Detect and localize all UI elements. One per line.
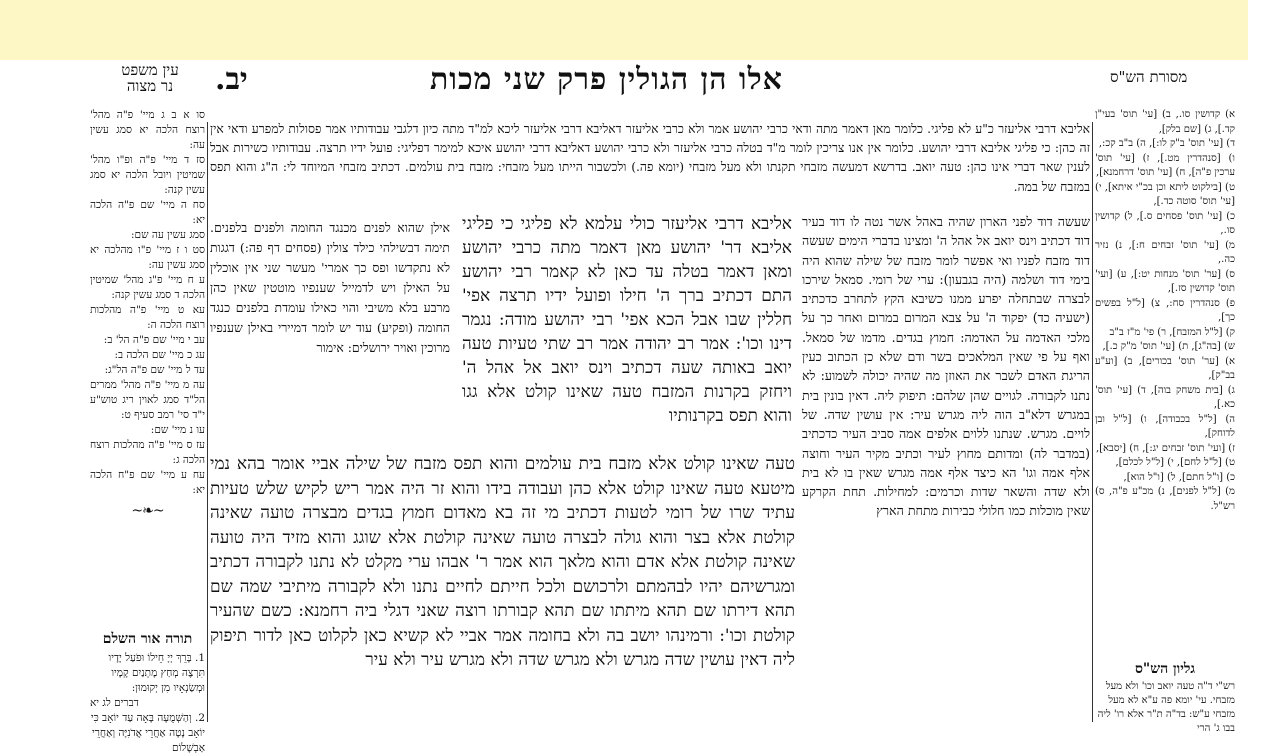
ein-line: עח ע מיי' שם פ"ח הלכה יא:: [90, 469, 205, 496]
torah-or-line: 2. וְהַשְּׁמֻעָה בָּאָה עַד יוֹאָב כִּי יוֹאָב נָטָה אַחֲרֵי אֲדֹנִיָּה וְאַחֲרֵי אַבְשָׁלוֹם: [90, 712, 205, 754]
ein-mishpat-heading: עין משפט נר מצוה: [121, 61, 179, 95]
ein-line: עג כ מיי' שם הלכה ב:: [114, 349, 205, 361]
column-divider: [1092, 122, 1093, 722]
mesorah-line: ט) [ל"ל לחם], י) [ל"ל לכלם],: [1115, 457, 1235, 468]
top-banner: [0, 0, 1248, 60]
gemara-lower-block: טעה שאינו קולט אלא מזבח בית עולמים והוא תפס מזבח של שילה אביי אומר בהא נמי מיטעא טעה שאינו קולט אלא כהן ועבודה בידו והוא זר היה אמר ריש לקיש שלש טעיות עתיד שרו של רומי לטעות דכתיב מי זה בא מאדום חמוץ בגדים מבצרה טועה שאינה קולטת אלא בצר והוא גולה לבצרה טועה שאינה קולטת אלא שוגג והוא מזיד היה טועה שאינה קולטת אלא אדם והוא מלאך הוא אמר ר' אבהו ערי מקלט לא נתנו לקבורה דכתיב ומגרשיהם יהיו לבהמתם ולרכושם ולכל חייתם לחיים נתנו ולא לקבורה מיתיבי שמה שם תהא דירתו שם תהא מיתתו שם תהא קבורתו רוצה שאני דגלי ביה רחמנא: כשם שהעיר קולטת וכו': ורמינהו יושב בה ולא בחומה אמר אביי לא קשיא כאן לקלוט כאן לדור תיפוק ליה דאין עושין שדה מגרש ולא מגרש שדה ולא מגרש עיר ולא עיר: [210, 454, 795, 670]
mesorah-line: ז) [ועי' תוס' זבחים יג:], ח) [יסבא],: [1095, 442, 1235, 454]
ein-line: סט ו ז מיי' פ"ו מהלכה יא סמג עשין עה:: [90, 244, 205, 271]
ein-line: עב י מיי' שם פ"ה הל' ב:: [103, 334, 205, 346]
mesorah-heading: מסורת הש"ס: [1110, 68, 1188, 86]
gemara-upper-text: אליבא דרבי אליעזר כולי עלמא לא פליגי כי פליגי אליבא דר' יהושע מאן דאמר מתה כרבי יהושע ומאן דאמר בטלה עד כאן לא קאמר רבי יהושע התם דכתיב ברך ה' חילו ופועל ידיו תרצה אפי' חללין שבו אבל הכא אפי' רבי יהושע מודה: נגמר דינו וכו': אמר רב יהודה אמר רב שתי טעיות טעה יואב באותה שעה דכתיב וינס יואב אל אהל ה' ויחזק בקרנות המזבח טעה שאינו קולט אלא גגו והוא תפס בקרנותיו: [462, 214, 792, 426]
torah-or-line: 1. בָּרֵךְ יְיָ חֵילוֹ וּפֹעַל יָדָיו תִּרְצֶה מְחַץ מָתְנַיִם קָמָיו וּמְשַׂנְאָיו מִן יְקוּמוּן:: [108, 652, 205, 694]
ein-line: סז ד מיי' פ"ה ופ"ו מהל' שמיטין ויובל הלכה יא סמג עשין קנה:: [90, 154, 205, 196]
mesorah-line: א) [ער' תוס' בכורים], ב) [וע"ע בב"ק],: [1095, 355, 1235, 381]
page-header: [0, 62, 1248, 104]
talmud-page: [0, 60, 1248, 754]
mesorah-line: א) קדושין סו., ב) [עי' תוס' בעי"ן קד.], ג) [שם בלק],: [1095, 109, 1235, 135]
ein-line: סח ה מיי' שם פ"ה הלכה יא:: [90, 199, 205, 226]
ein-line: עו נ מיי' שם:: [150, 424, 205, 436]
mesorah-line: ק) [ל"ל המזבח], ר) פי' מ"ז ב"ב: [1109, 326, 1235, 338]
gilyon-hashas: [1095, 658, 1235, 734]
mesorah-line: ד) [עי' תוס' ב"ק לו:], ה) ב"ב קכ:,: [1098, 138, 1235, 149]
column-divider: [207, 122, 208, 722]
mesorah-line: ט) [בילקוט ליתא וכן בכ"י איתא], י) [עי' תוס' סוטה כד.],: [1095, 181, 1235, 207]
mesorah-column: [1095, 108, 1235, 608]
page-title: אלו הן הגולין פרק שני מכות: [430, 62, 783, 97]
rashi-block: אילן שהוא לפנים מכנגד החומה ולפנים בלפנים. תימה דבשילהי כילד צולין (פסחים דף פה:) דגגות לא נתקדשו ופס כך אמרי' מעשר שני אין אוכלין על האילן ויש לדמייל שענפיו מוטטין שאין כהן מרבע בלא משיבי והוי כאילו עומדת בלפנים כנגד החומה (ופקיע) עוד יש לומר דמיירי באילן שענפיו מרוכין ואויר ירושלים: אימור: [210, 220, 450, 355]
daf-number: יב.: [215, 62, 248, 97]
mesorah-line: כ) [עי' תוס' פסחים ס.], ל) קדושין סו.,: [1095, 210, 1235, 236]
ein-line: סמג עשין עה שם:: [131, 229, 205, 241]
ein-line: עה מ מיי' פ"ה מהל' ממרים הל"ד סמג לאוין ריג טוש"ע י"ד סי' רמב סעיף ט:: [90, 379, 205, 421]
torah-or-title: תורה אור השלם: [102, 631, 193, 647]
mesorah-line: פ) סנהדרין סח:, צ) [ל"ל בפשים כך],: [1095, 297, 1235, 323]
ein-line: ע ח מיי' פ"ג מהל' שמיטין הלכה ד סמג עשין קנה:: [90, 274, 205, 301]
ein-mishpat-column: [90, 108, 205, 628]
ornament-divider: ~❧~: [131, 503, 164, 519]
mesorah-line: ש) [בה"ג], ת) [עי' תוס' מ"ק כ.],: [1102, 341, 1235, 352]
gilyon-title: גליון הש"ס: [1134, 661, 1196, 677]
ein-line: עד ל מיי' שם פ"ה הל"ג:: [104, 364, 205, 376]
mesorah-line: ה) [ל"ל בכבודה], ו) [ל"ל ובן לדוחק],: [1095, 413, 1235, 439]
mesorah-line: ס) [ער' תוס' מנחות יט:], ע) [ועי' תוס' קדושין סז.],: [1095, 268, 1235, 294]
ein-line: סו א ב ג מיי' פ"ה מהל' רוצח הלכה יא סמג עשין עה:: [90, 109, 205, 151]
gilyon-text: רש"י ד"ה טעה יואב וכו' ולא מעל מזבחי. עי' יומא פה ע"א לא מעל מזבחי ע"ש: בד"ה ת"ר אלא רו' ליה בבו ג' הרי: [1097, 681, 1235, 734]
mesorah-line: מ) [עי' תוס' זבחים ח:], נ) נזיר כה.,: [1095, 239, 1235, 265]
gemara-upper-block: [462, 212, 792, 452]
ein-line: עז ס מיי' פ"ה מהלכות רוצח הלכה ג:: [90, 439, 205, 466]
ein-line: עא ט מיי' פ"ה מהלכות רוצח הלכה ה:: [90, 304, 205, 331]
mesorah-line: מ) [ל"ל לפנים], נ) מכ"ע פ"ה, ס) רש"ל.: [1095, 486, 1235, 512]
torah-or-box: [90, 628, 205, 754]
tosafot-top-block: אליבא דרבי אליעזר כ"ע לא פליגי. כלומר מאן דאמר מתה ודאי כרבי יהושע אמר ולא כרבי אליעזר דאליבא דרבי אליעזר ליכא למ"ד מתה כיון דלגבי עבודותיו אמר פסולות למפרע ודאי אין זה כהן: כי פליגי אליבא דרבי יהושע. כלומר אין אנו צריכין לומר מ"ד בטלה כרבי אליעזר ולא כרבי יהושע דאליבא דרבי יהושע איכא למימר דפליגי: פועל ידיו תרצה. עבודותיו כשירות אבל לענין שאר דברי אינו כהן: טעה יואב. בדרשא דמעשה מזבחי תקנתו ולא מעל מזבחי (יומא פה.) ולכשבור הייתו מעל מזבחי: מזבח בית עולמים. דכתיב מזבחי המיוחד לי: ה"ג והוא תפס במזבח של במה.: [210, 122, 1090, 194]
mesorah-line: ג) [בית משחק בוה], ד) [עי' תוס' כא.],: [1095, 384, 1235, 410]
mesorah-line: כ) [ו"ל חתם], ל) [ו"ל הוא],: [1123, 471, 1235, 483]
mesorah-line: ו) [סנהדרין מט.], ז) [עי' תוס' ערכין פ"ה], ח) [עי' תוס' דרחמנא],: [1095, 152, 1235, 178]
torah-or-line: דברים לג יא: [90, 697, 139, 709]
tosafot-column: שעשה דוד לפני הארון שהיה באהל אשר נטה לו דוד בעיר דוד דכתיב וינס יואב אל אהל ה' ומצינו בדברי הימים שעשה דוד מזבח לפניו ואי אפשר לומר מזבח של שילה שהוא היה בימי דוד ושלמה (היה בגבעון): ערי של רומי. סמאל שירכו לבצרה שבתחלה יפרע ממנו כשיבא הקץ לתחרב כדכתיב (ישעיה כד) יפקוד ה' על צבא המרום במרום ואחר כך על מלכי האדמה על האדמה: חמוץ בגדים. מדמו של סמאל. ואף על פי שאין המלאכים בשר ודם שלא כן הכתוב כעין הריגת האדם לשבר את האוזן מה שהיה יכולה לשמוע: לא נתנו לקבורה. לגויים שהן שלהם: תיפוק ליה. דאין בונין בית במגרש דלא"ב הוה ליה מגרש עיר: אין עושין שדה. של לויים. מגרש. שנתנו ללוים אלפים אמה סביב העיר כדכתיב (במדבר לה) ומדותם מחוץ לעיר וכתיב מקיר העיר וחוצה אלף אמה וגו' הא כיצד אלף אמה מגרש שאין בו לא בית ולא שדה והשאר שדות וכרמים: למחילות. תחת הקרקע שאין מוכלות כמו חלולי כבירות מתחת הארץ: [802, 214, 1090, 519]
